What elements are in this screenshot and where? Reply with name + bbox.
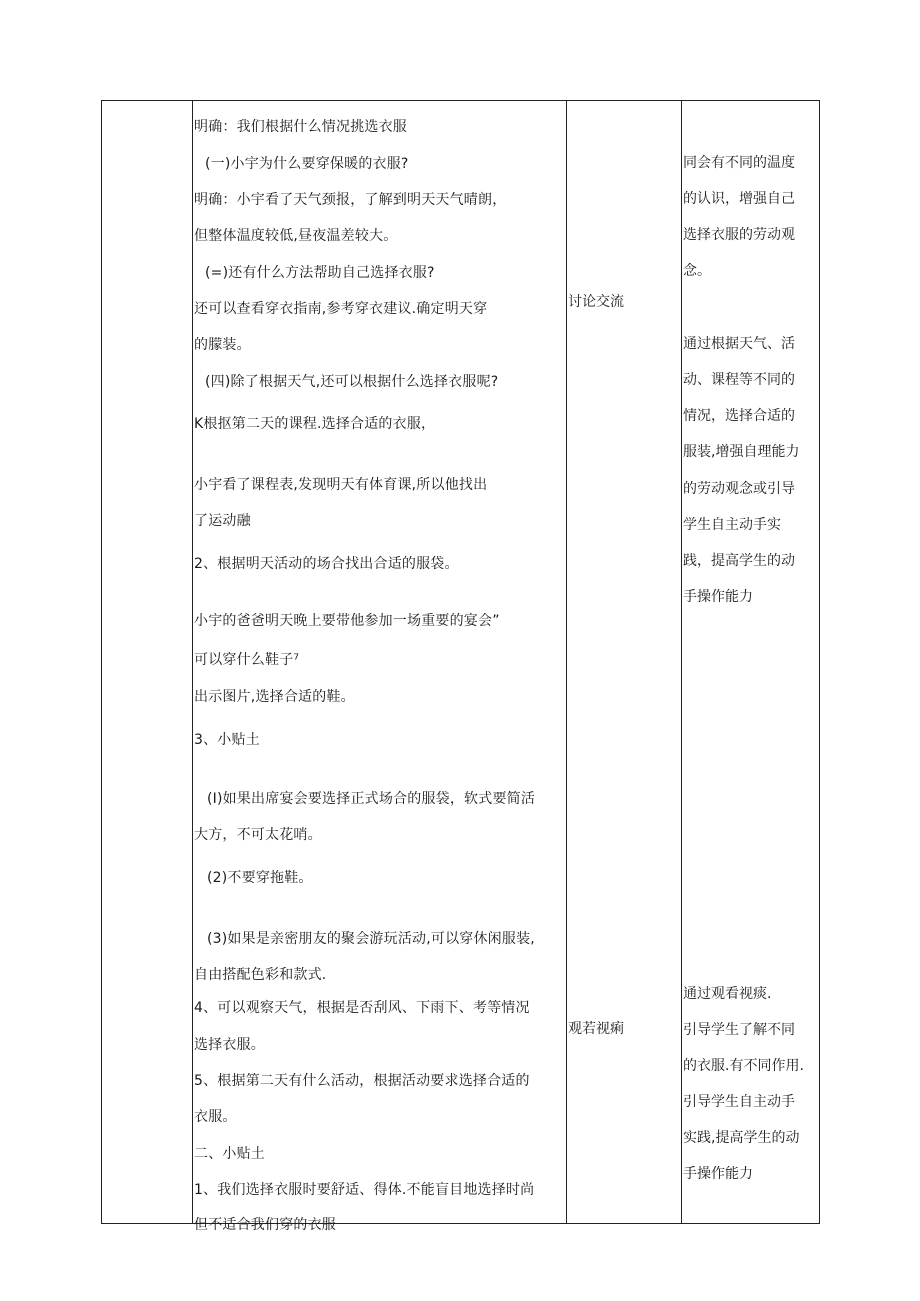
purpose-line: 的劳动观念或引导 xyxy=(683,481,795,497)
purpose-line: 情况，选择合适的 xyxy=(683,408,795,424)
content-line: 还可以查看穿衣指南,参考穿衣建议.确定明天穿 xyxy=(194,301,488,317)
content-line: 小宇的爸爸明天晚上要带他参加一场重要的宴会” xyxy=(194,613,500,629)
purpose-line: 通过根据天气、活 xyxy=(683,336,795,352)
purpose-line: 通过观看视痰. xyxy=(683,986,772,1002)
content-line: 选择衣服。 xyxy=(194,1037,265,1053)
content-line: 但不适合我们穿的衣服 xyxy=(194,1217,336,1233)
content-line: (四)除了根据天气,还可以根据什么选择衣服呢? xyxy=(205,374,499,390)
column-divider-2 xyxy=(566,101,567,1223)
purpose-line: 手操作能力 xyxy=(683,589,753,605)
content-line: (I)如果出席宴会要选择正式场合的服袋，软式要简活 xyxy=(207,791,536,807)
content-line: 的朦装。 xyxy=(194,337,251,353)
content-line: (3)如果是亲密朋友的聚会游玩活动,可以穿休闲服装, xyxy=(207,931,535,947)
lesson-plan-table xyxy=(101,100,820,1233)
purpose-line: 动、课程等不同的 xyxy=(683,372,795,388)
content-line: K根抠第二天的课程.选择合适的衣服， xyxy=(194,416,436,432)
purpose-line: 的认识，增强自己 xyxy=(683,191,795,207)
purpose-line: 践，提高学生的动 xyxy=(683,553,795,569)
content-line: 但整体温度较低,昼夜温差较大。 xyxy=(194,228,398,244)
content-line: 大方，不可太花哨。 xyxy=(194,827,322,843)
content-line: (=)还有什么方法帮助自己选择衣服? xyxy=(205,265,435,281)
column-divider-3 xyxy=(681,101,682,1223)
purpose-line: 学生自主动手实 xyxy=(683,517,781,533)
purpose-line: 念。 xyxy=(683,263,711,279)
content-line: 1、我们选择衣服时要舒适、得体.不能盲目地选择时尚 xyxy=(194,1182,535,1198)
content-line: 二、小贴土 xyxy=(194,1146,265,1162)
content-line: 出示图片,选择合适的鞋。 xyxy=(194,689,355,705)
purpose-line: 实践,提高学生的动 xyxy=(683,1130,800,1146)
purpose-line: 引导学生自主动手 xyxy=(683,1094,795,1110)
purpose-line: 同会有不同的温度 xyxy=(683,155,795,171)
activity-item: 讨论交流 xyxy=(568,294,624,310)
content-line: 了运动融 xyxy=(194,513,251,529)
purpose-line: 引导学生了解不同 xyxy=(683,1022,795,1038)
content-line: (2)不要穿拖鞋。 xyxy=(207,870,313,886)
content-line: 5、根据第二天有什么活动，根据活动要求选择合适的 xyxy=(194,1073,530,1089)
column-divider-1 xyxy=(192,101,193,1223)
purpose-line: 手操作能力 xyxy=(683,1166,753,1182)
content-line: (一)小宇为什么要穿保暖的衣服? xyxy=(205,156,409,172)
purpose-line: 选择衣服的劳动观 xyxy=(683,227,795,243)
activity-item: 观若视痢 xyxy=(568,1021,624,1037)
content-line: 4、可以观察天气，根据是否刮风、下雨下、考等情况 xyxy=(194,1000,530,1016)
content-line: 明确：小宇看了天气颈报，了解到明天天气晴朗， xyxy=(194,192,507,208)
purpose-line: 服装,增强自理能力 xyxy=(683,444,800,460)
content-line: 小宇看了课程表,发现明天有体育课,所以他找出 xyxy=(194,477,488,493)
content-line: 衣服。 xyxy=(194,1109,237,1125)
purpose-line: 的衣服.有不同作用. xyxy=(683,1058,804,1074)
content-line: 可以穿什么鞋子⁷ xyxy=(194,652,300,668)
content-line: 2、根据明天活动的场合找出合适的服袋。 xyxy=(194,556,459,572)
content-line: 明确：我们根据什么情况挑选衣服 xyxy=(194,119,407,135)
content-line: 3、小贴土 xyxy=(194,732,260,748)
content-line: 自由搭配色彩和款式. xyxy=(194,967,327,983)
